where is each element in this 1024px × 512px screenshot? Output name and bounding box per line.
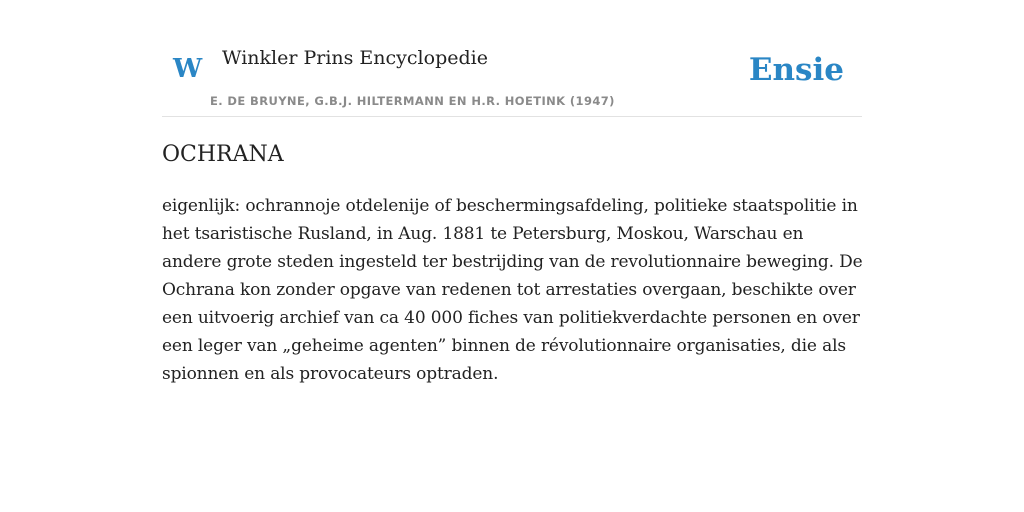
entry-body: eigenlijk: ochrannoje otdelenije of beschermingsafdeling, politieke staatspolitie in het tsaristische Rusland, in Aug. 1881 te Petersburg, Moskou, Warschau en andere grote steden ingesteld ter bestrijding van de revolutionnaire beweging. De Ochrana kon zonder opgave van redenen tot arrestaties overgaan, beschikte over een uitvoerig archief van ca 40 000 fiches van politiekverdachte personen en over een leger van „geheime agenten” binnen de révolutionnaire organisaties, die als spionnen en als provocateurs optraden. [162,196,863,384]
source-title[interactable]: Winkler Prins Encyclopedie [222,47,488,69]
source-header [162,0,862,117]
winkler-prins-logo: W [173,54,203,84]
ensie-brand-link[interactable]: Ensie [748,52,844,88]
entry-title: OCHRANA [162,142,284,167]
source-authors: E. DE BRUYNE, G.B.J. HILTERMANN EN H.R. HOETINK (1947) [210,94,615,108]
